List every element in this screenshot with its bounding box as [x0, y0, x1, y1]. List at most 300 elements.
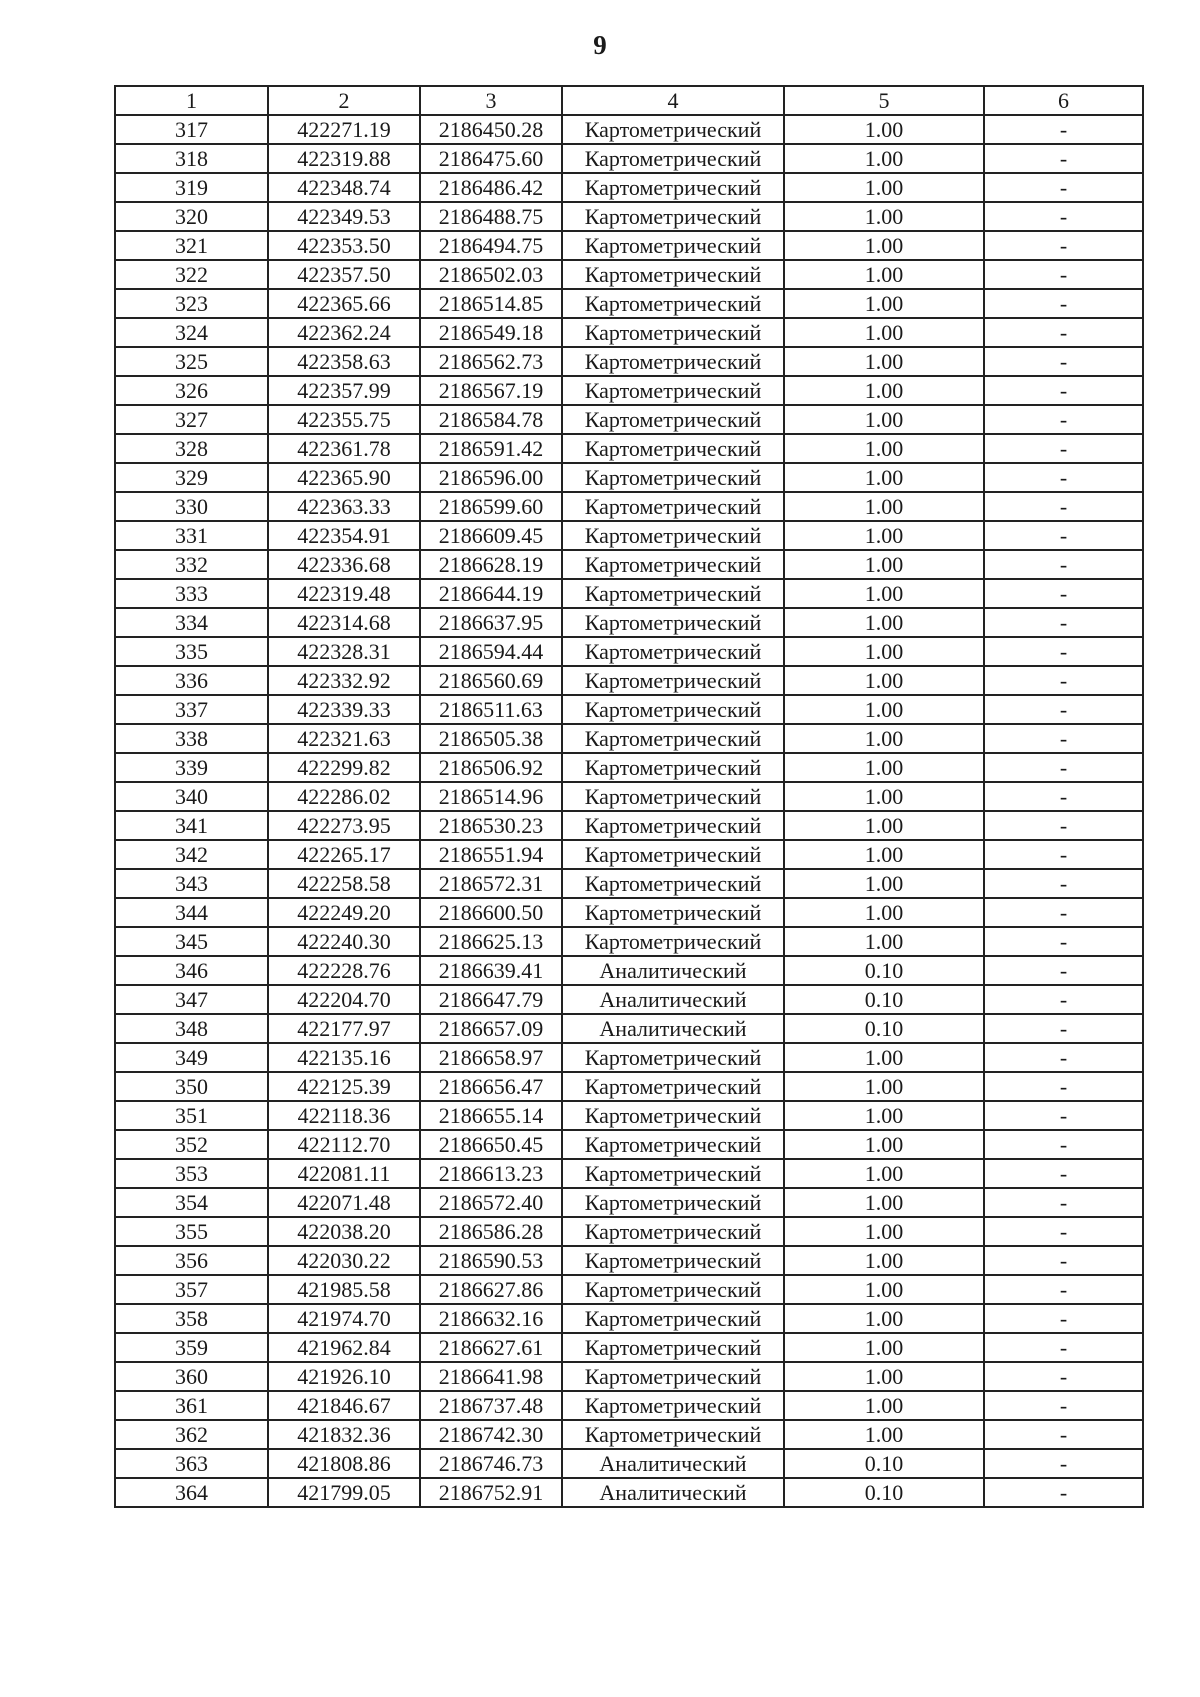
- method-cell: Картометрический: [562, 1304, 784, 1333]
- note-cell: -: [984, 550, 1143, 579]
- x-coordinate-cell: 422336.68: [268, 550, 420, 579]
- table-row: [115, 260, 1143, 289]
- method-cell: Аналитический: [562, 1478, 784, 1507]
- x-coordinate-cell: 422365.90: [268, 463, 420, 492]
- accuracy-cell: 1.00: [784, 289, 984, 318]
- point-number-cell: 343: [115, 869, 268, 898]
- note-cell: -: [984, 405, 1143, 434]
- accuracy-cell: 1.00: [784, 1101, 984, 1130]
- accuracy-cell: 1.00: [784, 840, 984, 869]
- accuracy-cell: 1.00: [784, 1275, 984, 1304]
- method-cell: Картометрический: [562, 1159, 784, 1188]
- method-cell: Картометрический: [562, 260, 784, 289]
- point-number-cell: 351: [115, 1101, 268, 1130]
- point-number-cell: 336: [115, 666, 268, 695]
- accuracy-cell: 1.00: [784, 898, 984, 927]
- x-coordinate-cell: 422357.99: [268, 376, 420, 405]
- accuracy-cell: 1.00: [784, 724, 984, 753]
- note-cell: -: [984, 869, 1143, 898]
- table-row: [115, 376, 1143, 405]
- accuracy-cell: 1.00: [784, 1362, 984, 1391]
- x-coordinate-cell: 422135.16: [268, 1043, 420, 1072]
- accuracy-cell: 1.00: [784, 811, 984, 840]
- table-row: [115, 202, 1143, 231]
- method-cell: Картометрический: [562, 376, 784, 405]
- point-number-cell: 363: [115, 1449, 268, 1478]
- column-header-6: 6: [984, 86, 1143, 115]
- point-number-cell: 339: [115, 753, 268, 782]
- note-cell: -: [984, 1188, 1143, 1217]
- note-cell: -: [984, 898, 1143, 927]
- note-cell: -: [984, 1043, 1143, 1072]
- table-row: [115, 753, 1143, 782]
- y-coordinate-cell: 2186514.96: [420, 782, 562, 811]
- x-coordinate-cell: 422228.76: [268, 956, 420, 985]
- x-coordinate-cell: 422314.68: [268, 608, 420, 637]
- note-cell: -: [984, 1014, 1143, 1043]
- method-cell: Картометрический: [562, 695, 784, 724]
- accuracy-cell: 1.00: [784, 1130, 984, 1159]
- column-header-1: 1: [115, 86, 268, 115]
- note-cell: -: [984, 1101, 1143, 1130]
- table-row: [115, 1043, 1143, 1072]
- x-coordinate-cell: 422365.66: [268, 289, 420, 318]
- note-cell: -: [984, 1362, 1143, 1391]
- accuracy-cell: 1.00: [784, 550, 984, 579]
- point-number-cell: 337: [115, 695, 268, 724]
- accuracy-cell: 1.00: [784, 637, 984, 666]
- note-cell: -: [984, 695, 1143, 724]
- note-cell: -: [984, 1449, 1143, 1478]
- table-row: [115, 1304, 1143, 1333]
- method-cell: Картометрический: [562, 869, 784, 898]
- point-number-cell: 320: [115, 202, 268, 231]
- header-row: [115, 86, 1143, 115]
- table-row: [115, 724, 1143, 753]
- point-number-cell: 357: [115, 1275, 268, 1304]
- point-number-cell: 353: [115, 1159, 268, 1188]
- x-coordinate-cell: 421808.86: [268, 1449, 420, 1478]
- table-row: [115, 637, 1143, 666]
- y-coordinate-cell: 2186586.28: [420, 1217, 562, 1246]
- y-coordinate-cell: 2186647.79: [420, 985, 562, 1014]
- accuracy-cell: 1.00: [784, 1246, 984, 1275]
- accuracy-cell: 1.00: [784, 1420, 984, 1449]
- x-coordinate-cell: 422118.36: [268, 1101, 420, 1130]
- y-coordinate-cell: 2186627.86: [420, 1275, 562, 1304]
- table-row: [115, 927, 1143, 956]
- accuracy-cell: 1.00: [784, 173, 984, 202]
- table-row: [115, 463, 1143, 492]
- method-cell: Картометрический: [562, 1188, 784, 1217]
- note-cell: -: [984, 376, 1143, 405]
- point-number-cell: 319: [115, 173, 268, 202]
- x-coordinate-cell: 422273.95: [268, 811, 420, 840]
- accuracy-cell: 1.00: [784, 202, 984, 231]
- x-coordinate-cell: 422358.63: [268, 347, 420, 376]
- y-coordinate-cell: 2186594.44: [420, 637, 562, 666]
- method-cell: Картометрический: [562, 1275, 784, 1304]
- accuracy-cell: 1.00: [784, 1159, 984, 1188]
- y-coordinate-cell: 2186502.03: [420, 260, 562, 289]
- column-header-5: 5: [784, 86, 984, 115]
- accuracy-cell: 1.00: [784, 579, 984, 608]
- y-coordinate-cell: 2186742.30: [420, 1420, 562, 1449]
- y-coordinate-cell: 2186632.16: [420, 1304, 562, 1333]
- table-row: [115, 666, 1143, 695]
- note-cell: -: [984, 637, 1143, 666]
- method-cell: Картометрический: [562, 666, 784, 695]
- point-number-cell: 354: [115, 1188, 268, 1217]
- note-cell: -: [984, 173, 1143, 202]
- method-cell: Картометрический: [562, 927, 784, 956]
- table-row: [115, 1333, 1143, 1362]
- point-number-cell: 325: [115, 347, 268, 376]
- accuracy-cell: 1.00: [784, 927, 984, 956]
- point-number-cell: 350: [115, 1072, 268, 1101]
- note-cell: -: [984, 1072, 1143, 1101]
- method-cell: Аналитический: [562, 1449, 784, 1478]
- method-cell: Картометрический: [562, 753, 784, 782]
- method-cell: Картометрический: [562, 1043, 784, 1072]
- method-cell: Аналитический: [562, 1014, 784, 1043]
- y-coordinate-cell: 2186475.60: [420, 144, 562, 173]
- table-row: [115, 1275, 1143, 1304]
- note-cell: -: [984, 463, 1143, 492]
- point-number-cell: 321: [115, 231, 268, 260]
- method-cell: Картометрический: [562, 811, 784, 840]
- note-cell: -: [984, 521, 1143, 550]
- method-cell: Картометрический: [562, 1072, 784, 1101]
- y-coordinate-cell: 2186590.53: [420, 1246, 562, 1275]
- table-row: [115, 1101, 1143, 1130]
- point-number-cell: 332: [115, 550, 268, 579]
- y-coordinate-cell: 2186613.23: [420, 1159, 562, 1188]
- note-cell: -: [984, 1130, 1143, 1159]
- note-cell: -: [984, 666, 1143, 695]
- point-number-cell: 330: [115, 492, 268, 521]
- note-cell: -: [984, 1391, 1143, 1420]
- table-row: [115, 144, 1143, 173]
- x-coordinate-cell: 422125.39: [268, 1072, 420, 1101]
- point-number-cell: 335: [115, 637, 268, 666]
- method-cell: Картометрический: [562, 1362, 784, 1391]
- table-row: [115, 115, 1143, 144]
- method-cell: Картометрический: [562, 1391, 784, 1420]
- method-cell: Картометрический: [562, 202, 784, 231]
- table-row: [115, 1014, 1143, 1043]
- point-number-cell: 326: [115, 376, 268, 405]
- y-coordinate-cell: 2186752.91: [420, 1478, 562, 1507]
- method-cell: Картометрический: [562, 724, 784, 753]
- note-cell: -: [984, 144, 1143, 173]
- note-cell: -: [984, 492, 1143, 521]
- method-cell: Картометрический: [562, 550, 784, 579]
- method-cell: Картометрический: [562, 1130, 784, 1159]
- note-cell: -: [984, 724, 1143, 753]
- accuracy-cell: 1.00: [784, 695, 984, 724]
- x-coordinate-cell: 422265.17: [268, 840, 420, 869]
- method-cell: Картометрический: [562, 521, 784, 550]
- y-coordinate-cell: 2186530.23: [420, 811, 562, 840]
- x-coordinate-cell: 421846.67: [268, 1391, 420, 1420]
- point-number-cell: 362: [115, 1420, 268, 1449]
- method-cell: Картометрический: [562, 318, 784, 347]
- x-coordinate-cell: 422299.82: [268, 753, 420, 782]
- note-cell: -: [984, 318, 1143, 347]
- y-coordinate-cell: 2186737.48: [420, 1391, 562, 1420]
- table-row: [115, 231, 1143, 260]
- x-coordinate-cell: 422204.70: [268, 985, 420, 1014]
- table-row: [115, 1362, 1143, 1391]
- method-cell: Картометрический: [562, 347, 784, 376]
- accuracy-cell: 1.00: [784, 347, 984, 376]
- table-row: [115, 579, 1143, 608]
- point-number-cell: 327: [115, 405, 268, 434]
- accuracy-cell: 1.00: [784, 405, 984, 434]
- point-number-cell: 346: [115, 956, 268, 985]
- column-header-4: 4: [562, 86, 784, 115]
- x-coordinate-cell: 422286.02: [268, 782, 420, 811]
- accuracy-cell: 1.00: [784, 1391, 984, 1420]
- accuracy-cell: 1.00: [784, 231, 984, 260]
- x-coordinate-cell: 422319.48: [268, 579, 420, 608]
- table-row: [115, 1130, 1143, 1159]
- point-number-cell: 347: [115, 985, 268, 1014]
- x-coordinate-cell: 422177.97: [268, 1014, 420, 1043]
- y-coordinate-cell: 2186596.00: [420, 463, 562, 492]
- y-coordinate-cell: 2186584.78: [420, 405, 562, 434]
- y-coordinate-cell: 2186650.45: [420, 1130, 562, 1159]
- point-number-cell: 322: [115, 260, 268, 289]
- table-row: [115, 1246, 1143, 1275]
- method-cell: Картометрический: [562, 1333, 784, 1362]
- note-cell: -: [984, 956, 1143, 985]
- column-header-3: 3: [420, 86, 562, 115]
- x-coordinate-cell: 422349.53: [268, 202, 420, 231]
- accuracy-cell: 1.00: [784, 608, 984, 637]
- table-row: [115, 840, 1143, 869]
- note-cell: -: [984, 115, 1143, 144]
- note-cell: -: [984, 1333, 1143, 1362]
- x-coordinate-cell: 421962.84: [268, 1333, 420, 1362]
- accuracy-cell: 1.00: [784, 376, 984, 405]
- x-coordinate-cell: 422361.78: [268, 434, 420, 463]
- y-coordinate-cell: 2186599.60: [420, 492, 562, 521]
- accuracy-cell: 1.00: [784, 1333, 984, 1362]
- note-cell: -: [984, 1478, 1143, 1507]
- accuracy-cell: 1.00: [784, 1043, 984, 1072]
- accuracy-cell: 1.00: [784, 260, 984, 289]
- table-row: [115, 956, 1143, 985]
- x-coordinate-cell: 422071.48: [268, 1188, 420, 1217]
- note-cell: -: [984, 1159, 1143, 1188]
- y-coordinate-cell: 2186658.97: [420, 1043, 562, 1072]
- table-row: [115, 434, 1143, 463]
- x-coordinate-cell: 422321.63: [268, 724, 420, 753]
- point-number-cell: 348: [115, 1014, 268, 1043]
- point-number-cell: 334: [115, 608, 268, 637]
- x-coordinate-cell: 422319.88: [268, 144, 420, 173]
- x-coordinate-cell: 422355.75: [268, 405, 420, 434]
- x-coordinate-cell: 422357.50: [268, 260, 420, 289]
- x-coordinate-cell: 422258.58: [268, 869, 420, 898]
- accuracy-cell: 0.10: [784, 985, 984, 1014]
- x-coordinate-cell: 422363.33: [268, 492, 420, 521]
- note-cell: -: [984, 434, 1143, 463]
- point-number-cell: 360: [115, 1362, 268, 1391]
- table-row: [115, 173, 1143, 202]
- x-coordinate-cell: 422362.24: [268, 318, 420, 347]
- table-row: [115, 1478, 1143, 1507]
- note-cell: -: [984, 811, 1143, 840]
- method-cell: Картометрический: [562, 1217, 784, 1246]
- y-coordinate-cell: 2186637.95: [420, 608, 562, 637]
- y-coordinate-cell: 2186551.94: [420, 840, 562, 869]
- method-cell: Картометрический: [562, 637, 784, 666]
- note-cell: -: [984, 1420, 1143, 1449]
- y-coordinate-cell: 2186560.69: [420, 666, 562, 695]
- point-number-cell: 317: [115, 115, 268, 144]
- note-cell: -: [984, 347, 1143, 376]
- y-coordinate-cell: 2186511.63: [420, 695, 562, 724]
- x-coordinate-cell: 422339.33: [268, 695, 420, 724]
- y-coordinate-cell: 2186625.13: [420, 927, 562, 956]
- accuracy-cell: 1.00: [784, 666, 984, 695]
- point-number-cell: 328: [115, 434, 268, 463]
- x-coordinate-cell: 422348.74: [268, 173, 420, 202]
- note-cell: -: [984, 260, 1143, 289]
- table-row: [115, 1159, 1143, 1188]
- y-coordinate-cell: 2186641.98: [420, 1362, 562, 1391]
- point-number-cell: 361: [115, 1391, 268, 1420]
- x-coordinate-cell: 422240.30: [268, 927, 420, 956]
- y-coordinate-cell: 2186505.38: [420, 724, 562, 753]
- point-number-cell: 355: [115, 1217, 268, 1246]
- y-coordinate-cell: 2186514.85: [420, 289, 562, 318]
- y-coordinate-cell: 2186628.19: [420, 550, 562, 579]
- point-number-cell: 344: [115, 898, 268, 927]
- x-coordinate-cell: 422271.19: [268, 115, 420, 144]
- table-row: [115, 1188, 1143, 1217]
- x-coordinate-cell: 422353.50: [268, 231, 420, 260]
- y-coordinate-cell: 2186506.92: [420, 753, 562, 782]
- y-coordinate-cell: 2186600.50: [420, 898, 562, 927]
- point-number-cell: 352: [115, 1130, 268, 1159]
- table-row: [115, 318, 1143, 347]
- x-coordinate-cell: 422332.92: [268, 666, 420, 695]
- accuracy-cell: 1.00: [784, 144, 984, 173]
- x-coordinate-cell: 422038.20: [268, 1217, 420, 1246]
- method-cell: Аналитический: [562, 985, 784, 1014]
- table-row: [115, 1391, 1143, 1420]
- table-row: [115, 608, 1143, 637]
- accuracy-cell: 1.00: [784, 115, 984, 144]
- table-row: [115, 347, 1143, 376]
- x-coordinate-cell: 421974.70: [268, 1304, 420, 1333]
- point-number-cell: 341: [115, 811, 268, 840]
- y-coordinate-cell: 2186562.73: [420, 347, 562, 376]
- accuracy-cell: 0.10: [784, 1014, 984, 1043]
- note-cell: -: [984, 985, 1143, 1014]
- table-row: [115, 405, 1143, 434]
- method-cell: Картометрический: [562, 608, 784, 637]
- x-coordinate-cell: 422249.20: [268, 898, 420, 927]
- accuracy-cell: 1.00: [784, 1188, 984, 1217]
- y-coordinate-cell: 2186657.09: [420, 1014, 562, 1043]
- accuracy-cell: 1.00: [784, 782, 984, 811]
- y-coordinate-cell: 2186486.42: [420, 173, 562, 202]
- note-cell: -: [984, 1304, 1143, 1333]
- y-coordinate-cell: 2186644.19: [420, 579, 562, 608]
- y-coordinate-cell: 2186746.73: [420, 1449, 562, 1478]
- coordinates-table: [114, 85, 1144, 1508]
- note-cell: -: [984, 289, 1143, 318]
- point-number-cell: 329: [115, 463, 268, 492]
- y-coordinate-cell: 2186549.18: [420, 318, 562, 347]
- method-cell: Картометрический: [562, 579, 784, 608]
- point-number-cell: 356: [115, 1246, 268, 1275]
- point-number-cell: 333: [115, 579, 268, 608]
- y-coordinate-cell: 2186656.47: [420, 1072, 562, 1101]
- table-row: [115, 289, 1143, 318]
- note-cell: -: [984, 231, 1143, 260]
- accuracy-cell: 1.00: [784, 521, 984, 550]
- method-cell: Картометрический: [562, 1101, 784, 1130]
- table-row: [115, 782, 1143, 811]
- x-coordinate-cell: 422081.11: [268, 1159, 420, 1188]
- accuracy-cell: 1.00: [784, 463, 984, 492]
- y-coordinate-cell: 2186567.19: [420, 376, 562, 405]
- note-cell: -: [984, 608, 1143, 637]
- y-coordinate-cell: 2186450.28: [420, 115, 562, 144]
- y-coordinate-cell: 2186494.75: [420, 231, 562, 260]
- accuracy-cell: 0.10: [784, 956, 984, 985]
- point-number-cell: 359: [115, 1333, 268, 1362]
- y-coordinate-cell: 2186655.14: [420, 1101, 562, 1130]
- table-row: [115, 869, 1143, 898]
- table-row: [115, 1449, 1143, 1478]
- point-number-cell: 342: [115, 840, 268, 869]
- note-cell: -: [984, 753, 1143, 782]
- x-coordinate-cell: 422328.31: [268, 637, 420, 666]
- point-number-cell: 331: [115, 521, 268, 550]
- table-row: [115, 811, 1143, 840]
- column-header-2: 2: [268, 86, 420, 115]
- table-row: [115, 1420, 1143, 1449]
- y-coordinate-cell: 2186639.41: [420, 956, 562, 985]
- method-cell: Картометрический: [562, 1246, 784, 1275]
- accuracy-cell: 1.00: [784, 753, 984, 782]
- accuracy-cell: 1.00: [784, 1304, 984, 1333]
- x-coordinate-cell: 422030.22: [268, 1246, 420, 1275]
- y-coordinate-cell: 2186591.42: [420, 434, 562, 463]
- note-cell: -: [984, 579, 1143, 608]
- point-number-cell: 358: [115, 1304, 268, 1333]
- accuracy-cell: 1.00: [784, 492, 984, 521]
- x-coordinate-cell: 421926.10: [268, 1362, 420, 1391]
- note-cell: -: [984, 1217, 1143, 1246]
- method-cell: Картометрический: [562, 405, 784, 434]
- method-cell: Аналитический: [562, 956, 784, 985]
- table-row: [115, 898, 1143, 927]
- y-coordinate-cell: 2186572.31: [420, 869, 562, 898]
- method-cell: Картометрический: [562, 115, 784, 144]
- y-coordinate-cell: 2186572.40: [420, 1188, 562, 1217]
- point-number-cell: 324: [115, 318, 268, 347]
- method-cell: Картометрический: [562, 463, 784, 492]
- method-cell: Картометрический: [562, 1420, 784, 1449]
